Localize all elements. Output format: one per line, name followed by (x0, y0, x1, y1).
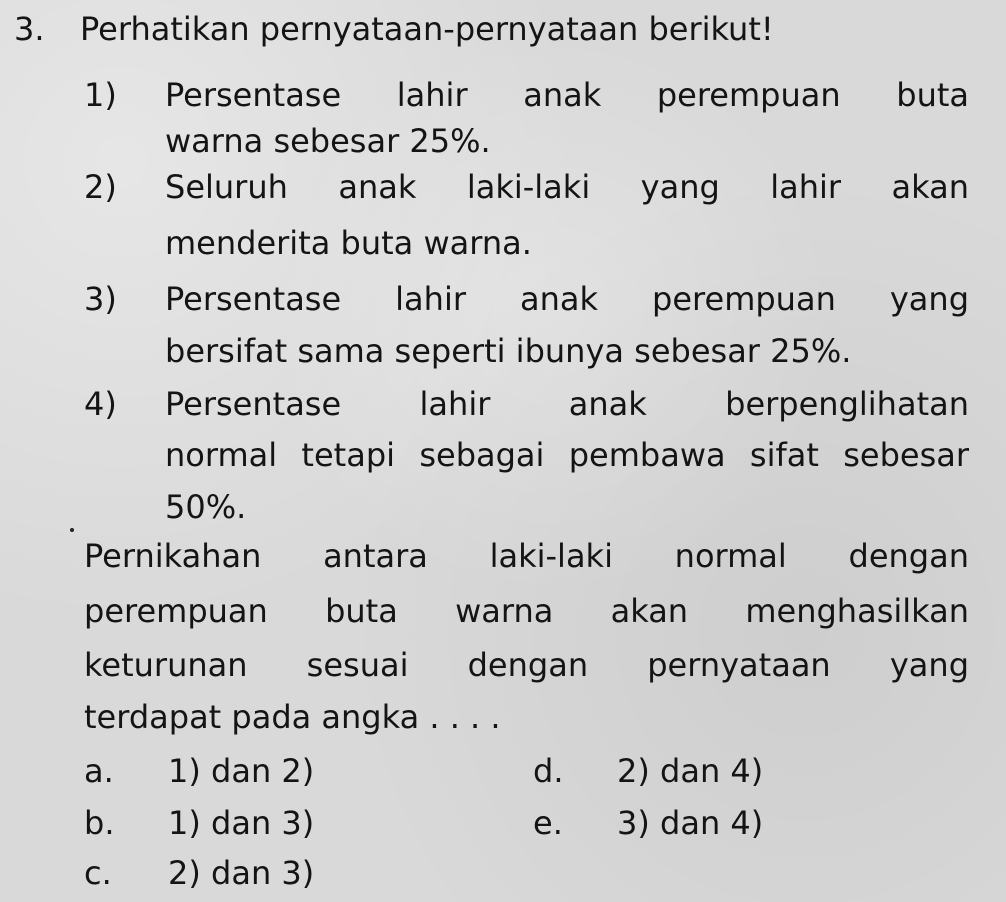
option-e-letter: e. (533, 804, 563, 842)
option-d-letter: d. (533, 752, 564, 790)
statement-1-line-2: warna sebesar 25%. (165, 122, 491, 160)
option-a-letter: a. (84, 752, 114, 790)
statement-4-line-3: 50%. (165, 488, 247, 526)
option-a-text: 1) dan 2) (168, 752, 315, 790)
question-title: Perhatikan pernyataan-pernyataan berikut! (80, 10, 774, 48)
option-c-letter: c. (84, 854, 112, 892)
prompt-line-1: Pernikahan antara laki-laki normal dengan (84, 537, 969, 575)
option-d-text: 2) dan 4) (617, 752, 764, 790)
statement-3-number: 3) (84, 280, 117, 318)
question-number: 3. (14, 10, 45, 48)
print-speck (70, 528, 74, 532)
statement-3-line-2: bersifat sama seperti ibunya sebesar 25%. (165, 332, 852, 370)
statement-4-number: 4) (84, 385, 117, 423)
statement-2-line-2: menderita buta warna. (165, 224, 532, 262)
option-c-text: 2) dan 3) (168, 854, 315, 892)
statement-3-line-1: Persentase lahir anak perempuan yang (165, 280, 969, 318)
option-b-text: 1) dan 3) (168, 804, 315, 842)
option-b-letter: b. (84, 804, 115, 842)
statement-1-number: 1) (84, 76, 117, 114)
option-e-text: 3) dan 4) (617, 804, 764, 842)
prompt-line-2: perempuan buta warna akan menghasilkan (84, 592, 969, 630)
statement-2-number: 2) (84, 168, 117, 206)
statement-1-line-1: Persentase lahir anak perempuan buta (165, 76, 969, 114)
statement-4-line-1: Persentase lahir anak berpenglihatan (165, 385, 969, 423)
prompt-line-3: keturunan sesuai dengan pernyataan yang (84, 646, 969, 684)
statement-2-line-1: Seluruh anak laki-laki yang lahir akan (165, 168, 969, 206)
statement-4-line-2: normal tetapi sebagai pembawa sifat sebesar (165, 436, 969, 474)
prompt-line-4: terdapat pada angka . . . . (84, 698, 501, 736)
